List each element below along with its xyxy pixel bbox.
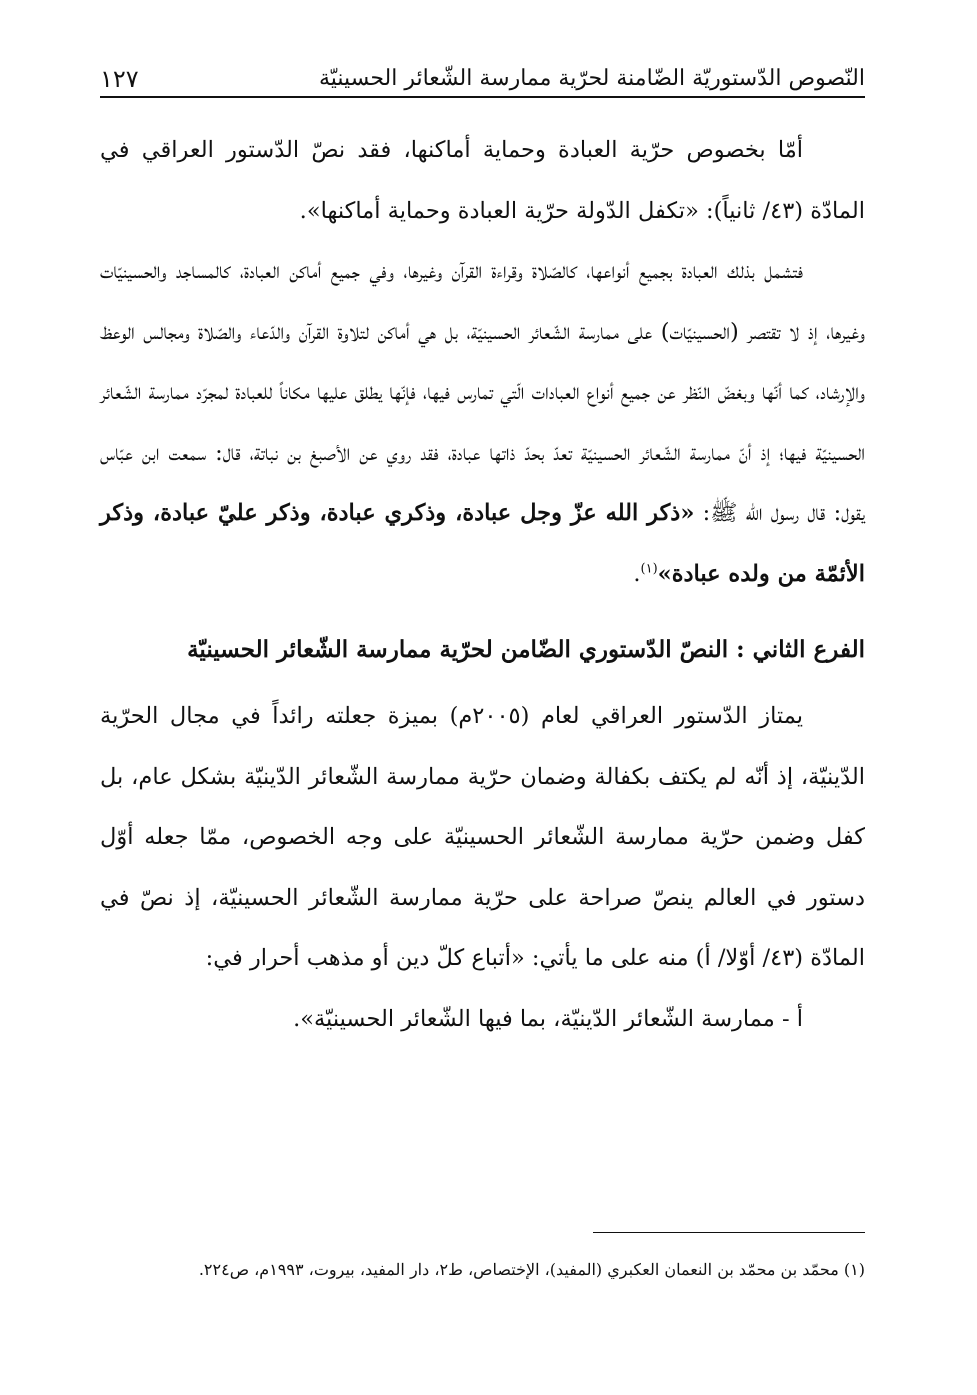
footnote-reference: (١): [640, 561, 658, 576]
list-item-a: أ - ممارسة الشّعائر الدّينيّة، بما فيها الشّعائر الحسينيّة».: [293, 1005, 803, 1032]
hadith-quote: «ذكر الله عزّ وجل عبادة، وذكري عبادة، وذكر عليّ عبادة، وذكر الأئمّة من ولده عبادة»: [100, 500, 865, 587]
main-text: [100, 120, 865, 1049]
section-heading: الفرع الثاني : النصّ الدّستوري الضّامن لحرّية ممارسة الشّعائر الحسينيّة: [187, 636, 865, 663]
footnote-rule: [593, 1232, 865, 1233]
paragraph-2-end: .: [633, 560, 641, 587]
header-title: النّصوص الدّستوريّة الضّامنة لحرّية ممارسة الشّعائر الحسينيّة: [318, 66, 865, 91]
paragraph-2-intro: فتشمل بذلك العبادة بجميع أنواعها، كالصّلاة وقراءة القرآن وغيرها، وفي جميع أماكن العبادة، كالمساجد والحسينيّات وغيرها، إذ لا تقتصر (الحسينيّات) على ممارسة الشّعائر الحسينيّة، بل هي أماكن لتلاوة القرآن والدّعاء والصّلاة ومجالس الوعظ والإرشاد، كما أنّها وبغضّ النّظر عن جميع أنواع العبادات الّتي تمارس فيها، فإنّها يطلق عليها مكاناً للعبادة لمجرّد ممارسة الشّعائر الحسينيّة فيها؛ إذ أنّ ممارسة الشّعائر الحسينيّة تعدّ بحدّ ذاتها عبادة، فقد روي عن الأصبغ بن نباتة، قال: سمعت ابن عبّاس يقول: قال رسول الله ﷺ:: [100, 258, 865, 526]
paragraph-1: أمّا بخصوص حرّية العبادة وحماية أماكنها، فقد نصّ الدّستور العراقي في المادّة (٤٣/ ثانياً): «تكفل الدّولة حرّية العبادة وحماية أماكنها».: [100, 137, 865, 224]
footnote: (١) محمّد بن محمّد بن النعمان العكبري (المفيد)، الإختصاص، ط٢، دار المفيد، بيروت، ١٩٩٣م، ص٢٢٤.: [198, 1260, 865, 1279]
paragraph-3: يمتاز الدّستور العراقي لعام (٢٠٠٥م) بميزة جعلته رائداً في مجال الحرّية الدّينيّة، إذ أنّه لم يكتف بكفالة وضمان حرّية ممارسة الشّعائر الدّينيّة بشكل عام، بل كفل وضمن حرّية ممارسة الشّعائر الحسينيّة على وجه الخصوص، ممّا جعله أوّل دستور في العالم ينصّ صراحة على حرّية ممارسة الشّعائر الحسينيّة، إذ نصّ في المادّة (٤٣/ أوّلا/ أ) منه على ما يأتي: «أتباع كلّ دين أو مذهب أحرار في:: [100, 703, 865, 971]
running-header: [100, 50, 865, 94]
paragraph-2: [100, 241, 865, 604]
header-rule: [100, 96, 865, 98]
page-number: ١٢٧: [100, 65, 139, 93]
